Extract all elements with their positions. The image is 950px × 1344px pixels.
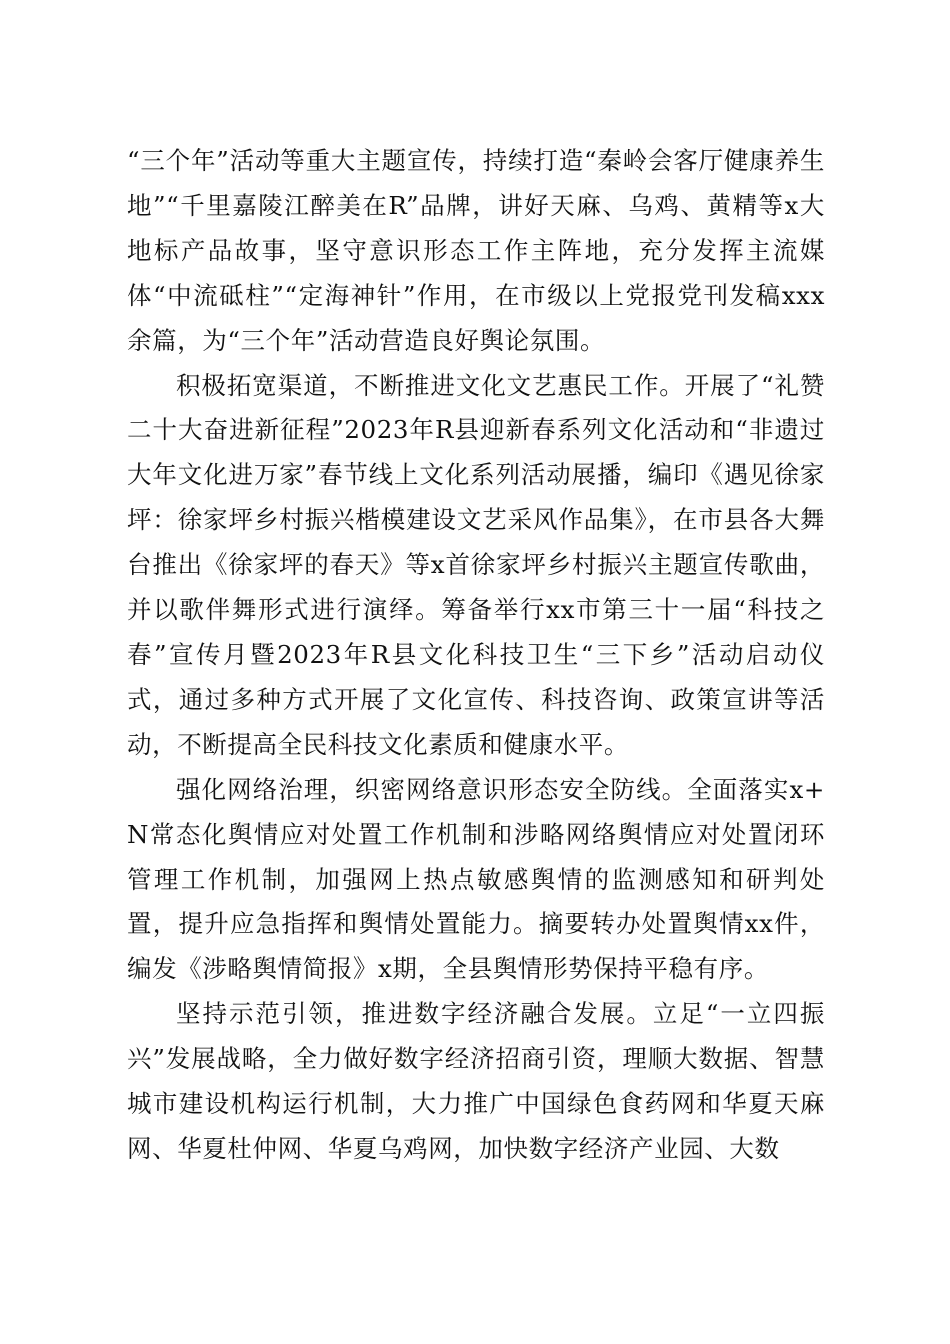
paragraph-network: 强化网络治理，织密网络意识形态安全防线。全面落实x+N常态化舆情应对处置工作机制和涉略网络舆情应对处置闭环管理工作机制，加强网上热点敏感舆情的监测感知和研判处置，提升应急指挥和舆情处置能力。摘要转办处置舆情xx件，编发《涉略舆情简报》x期，全县舆情形势保持平稳有序。 [127,774,825,984]
paragraph-continued: “三个年”活动等重大主题宣传，持续打造“秦岭会客厅健康养生地”“千里嘉陵江醉美在R”品牌，讲好天麻、乌鸡、黄精等x大地标产品故事，坚守意识形态工作主阵地，充分发挥主流媒体“中流砥柱”“定海神针”作用，在市级以上党报党刊发稿xxx余篇，为“三个年”活动营造良好舆论氛围。 [127,146,825,355]
paragraph-digital-economy: 坚持示范引领，推进数字经济融合发展。立足“一立四振兴”发展战略，全力做好数字经济招商引资，理顺大数据、智慧城市建设机构运行机制，大力推广中国绿色食药网和华夏天麻网、华夏杜仲网、华夏乌鸡网，加快数字经济产业园、大数 [127,999,825,1163]
paragraph-culture: 积极拓宽渠道，不断推进文化文艺惠民工作。开展了“礼赞二十大奋进新征程”2023年R县迎新春系列文化活动和“非遗过大年文化进万家”春节线上文化系列活动展播，编印《遇见徐家坪：徐家坪乡村振兴楷模建设文艺采风作品集》，在市县各大舞台推出《徐家坪的春天》等x首徐家坪乡村振兴主题宣传歌曲，并以歌伴舞形式进行演绎。筹备举行xx市第三十一届“科技之春”宣传月暨2023年R县文化科技卫生“三下乡”活动启动仪式，通过多种方式开展了文化宣传、科技咨询、政策宣讲等活动，不断提高全民科技文化素质和健康水平。 [127,370,825,759]
document-body [127,139,825,1172]
